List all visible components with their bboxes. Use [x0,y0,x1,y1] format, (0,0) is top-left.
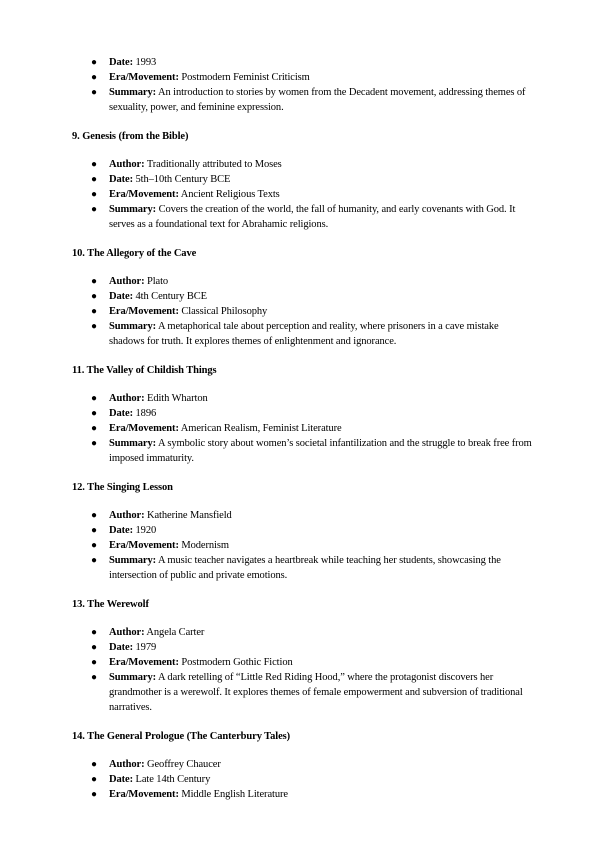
item-value: A metaphorical tale about perception and reality, where prisoners in a cave mistake shadows for truth. It explores themes of enlightenment and ignorance. [109,321,499,347]
item-value: Traditionally attributed to Moses [146,159,282,170]
list-item [72,187,532,202]
item-label: Author: [109,159,145,170]
bullet-icon: ● [91,276,97,287]
item-label: Date: [109,291,133,302]
section-title: 14. The General Prologue (The Canterbury Tales) [72,731,291,742]
bullet-icon: ● [91,657,97,668]
section-list [72,157,532,232]
item-label: Summary: [109,204,157,215]
section-title: 12. The Singing Lesson [72,482,173,493]
bullet-icon: ● [91,510,97,521]
item-value: Plato [147,276,169,287]
item-label: Summary: [109,438,157,449]
item-value: Geoffrey Chaucer [147,759,221,770]
item-value: Covers the creation of the world, the fall of humanity, and early covenants with God. It serves as a foundational text for Abrahamic religions. [109,204,516,230]
list-item [72,787,532,802]
item-value: Katherine Mansfield [147,510,232,521]
bullet-icon: ● [91,72,97,83]
item-value: Middle English Literature [181,789,288,800]
item-value: An introduction to stories by women from the Decadent movement, addressing themes of sexuality, power, and feminine expression. [109,87,526,113]
item-value: Modernism [181,540,229,551]
bullet-icon: ● [91,423,97,434]
bullet-icon: ● [91,438,97,449]
section-list [72,508,532,583]
item-label: Author: [109,393,145,404]
list-item [72,436,532,466]
list-item [72,625,532,640]
item-label: Date: [109,525,133,536]
section-list [72,274,532,349]
item-label: Era/Movement: [109,657,179,668]
item-value: 4th Century BCE [135,291,207,302]
item-label: Date: [109,57,133,68]
item-value: Classical Philosophy [181,306,268,317]
item-label: Date: [109,642,133,653]
list-item [72,772,532,787]
section-title: 9. Genesis (from the Bible) [72,131,189,142]
sections-container [72,129,532,802]
item-value: Late 14th Century [135,774,211,785]
list-item [72,421,532,436]
list-item [72,391,532,406]
section-title: 13. The Werewolf [72,599,149,610]
item-label: Author: [109,276,145,287]
item-value: 1979 [135,642,157,653]
list-item [72,274,532,289]
item-label: Era/Movement: [109,72,179,83]
section-list [72,625,532,715]
list-item [72,70,532,85]
item-value: A music teacher navigates a heartbreak while teaching her students, showcasing the intersection of public and private emotions. [109,555,501,581]
list-item [72,319,532,349]
section-title: 10. The Allegory of the Cave [72,248,197,259]
item-label: Era/Movement: [109,306,179,317]
bullet-icon: ● [91,774,97,785]
bullet-icon: ● [91,393,97,404]
list-item [72,553,532,583]
bullet-icon: ● [91,627,97,638]
list-item [72,508,532,523]
list-item [72,289,532,304]
list-item [72,406,532,421]
section-list [72,757,532,802]
list-item [72,304,532,319]
bullet-icon: ● [91,291,97,302]
bullet-icon: ● [91,159,97,170]
bullet-icon: ● [91,174,97,185]
list-item [72,172,532,187]
item-label: Author: [109,627,145,638]
bullet-icon: ● [91,204,97,215]
bullet-icon: ● [91,306,97,317]
bullet-icon: ● [91,540,97,551]
list-item [72,670,532,715]
document-content [72,55,532,802]
item-label: Summary: [109,672,157,683]
bullet-icon: ● [91,642,97,653]
item-label: Summary: [109,555,157,566]
bullet-icon: ● [91,759,97,770]
item-value: Ancient Religious Texts [180,189,280,200]
bullet-icon: ● [91,555,97,566]
bullet-icon: ● [91,189,97,200]
item-value: 5th–10th Century BCE [135,174,231,185]
item-value: Postmodern Feminist Criticism [181,72,310,83]
bullet-icon: ● [91,789,97,800]
section-title: 11. The Valley of Childish Things [72,365,217,376]
intro-list [72,55,532,115]
section-list [72,391,532,466]
item-label: Era/Movement: [109,423,179,434]
bullet-icon: ● [91,525,97,536]
item-label: Date: [109,774,133,785]
list-item [72,655,532,670]
item-label: Summary: [109,321,157,332]
item-value: 1993 [135,57,157,68]
item-value: 1896 [135,408,157,419]
list-item [72,157,532,172]
list-item [72,55,532,70]
item-value: 1920 [135,525,157,536]
item-label: Author: [109,510,145,521]
list-item [72,85,532,115]
item-value: Angela Carter [146,627,205,638]
bullet-icon: ● [91,57,97,68]
bullet-icon: ● [91,321,97,332]
item-value: Edith Wharton [147,393,208,404]
item-label: Summary: [109,87,157,98]
item-value: American Realism, Feminist Literature [180,423,342,434]
bullet-icon: ● [91,672,97,683]
list-item [72,538,532,553]
list-item [72,523,532,538]
item-label: Date: [109,174,133,185]
list-item [72,757,532,772]
item-value: A dark retelling of “Little Red Riding Hood,” where the protagonist discovers her grandmother is a werewolf. It explores themes of female empowerment and subversion of traditional narratives. [109,672,523,713]
item-label: Era/Movement: [109,789,179,800]
item-label: Author: [109,759,145,770]
list-item [72,202,532,232]
item-value: A symbolic story about women’s societal infantilization and the struggle to break free from imposed immaturity. [109,438,532,464]
item-value: Postmodern Gothic Fiction [181,657,293,668]
bullet-icon: ● [91,87,97,98]
item-label: Date: [109,408,133,419]
list-item [72,640,532,655]
item-label: Era/Movement: [109,189,179,200]
bullet-icon: ● [91,408,97,419]
item-label: Era/Movement: [109,540,179,551]
